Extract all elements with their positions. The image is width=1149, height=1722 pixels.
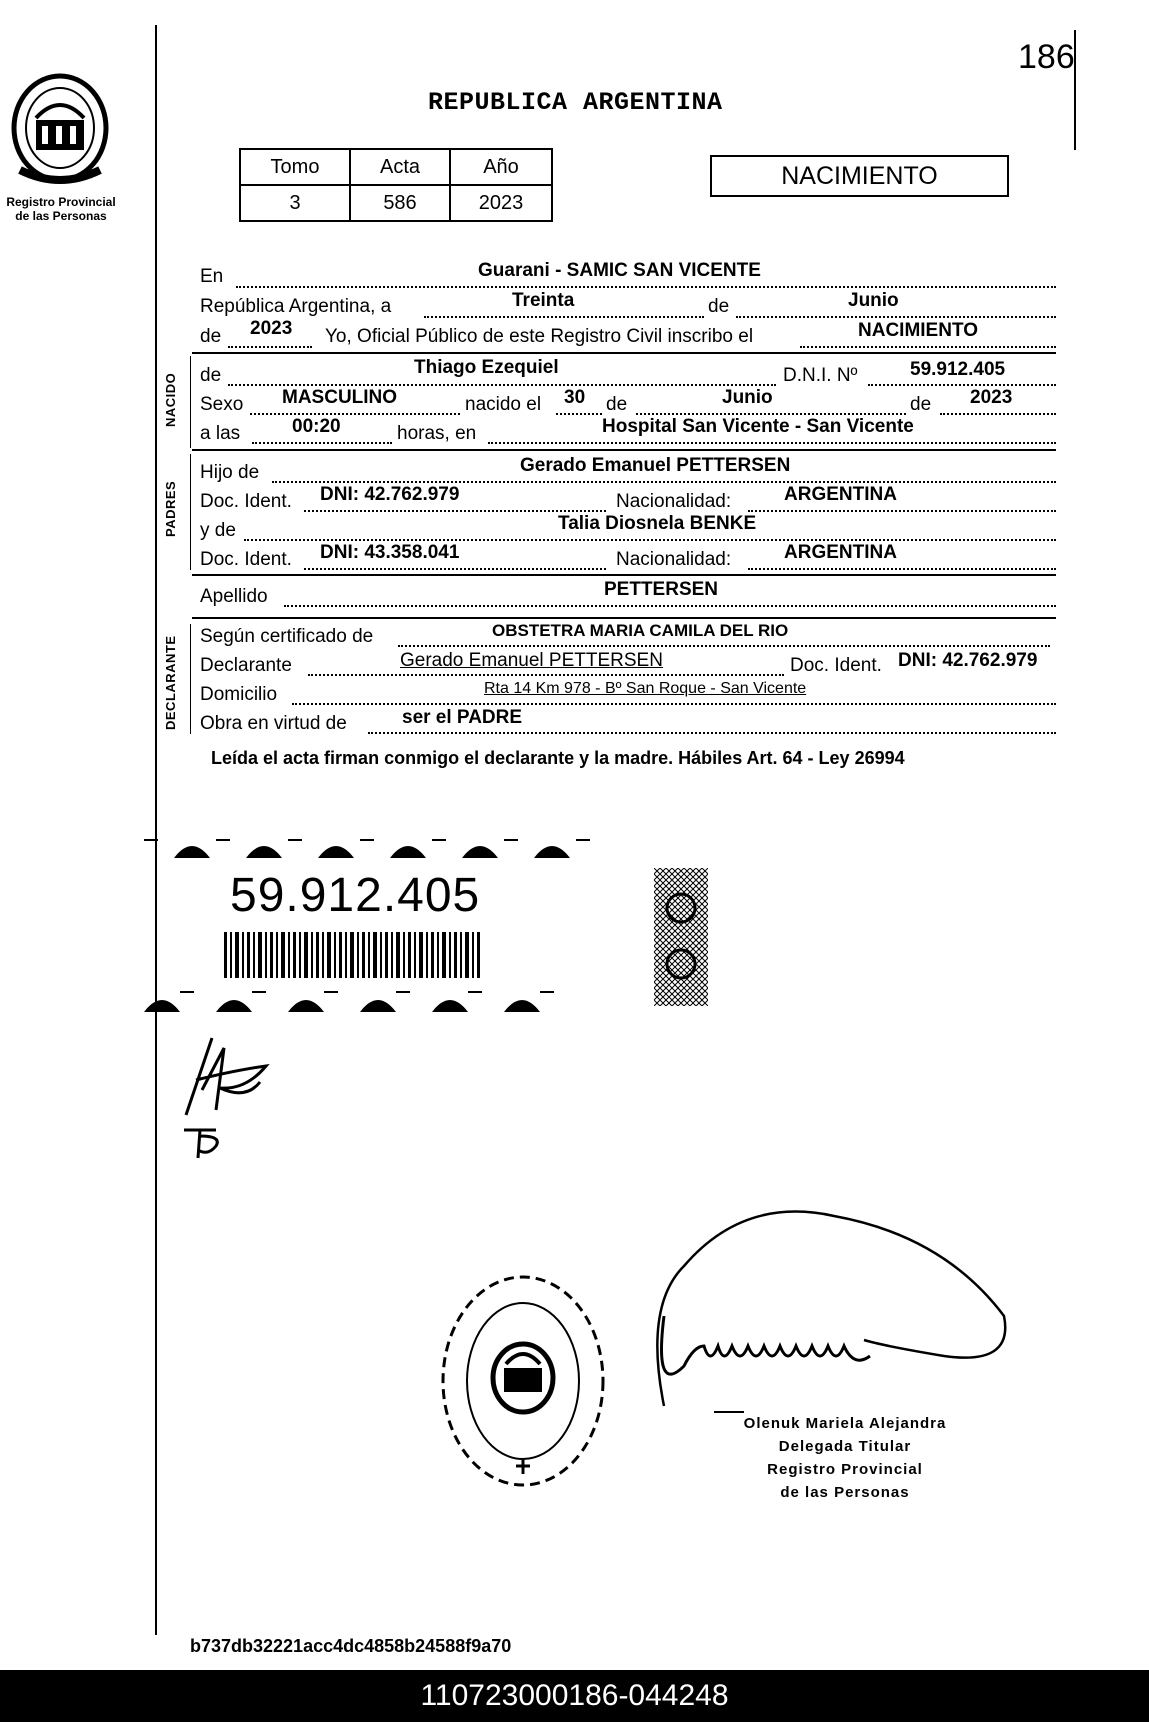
republica-label: República Argentina, a (200, 296, 392, 317)
nacido-section-label: NACIDO (163, 372, 178, 427)
document-title: REPUBLICA ARGENTINA (428, 88, 723, 117)
birth-year-value: 2023 (970, 387, 1013, 408)
security-hologram-icon (654, 868, 708, 1006)
declarante-label: Declarante (200, 655, 292, 676)
child-dni-value: 59.912.405 (910, 359, 1006, 380)
dotted-line (252, 442, 392, 444)
section-bracket (190, 454, 191, 570)
dotted-line (228, 346, 312, 348)
dotted-line (424, 316, 704, 318)
mother-nationality-value: ARGENTINA (784, 542, 897, 563)
dotted-line (236, 286, 1056, 288)
dotted-line (272, 481, 1056, 483)
section-divider (192, 617, 1056, 619)
nacionalidad-label: Nacionalidad: (616, 491, 732, 512)
dotted-line (250, 413, 460, 415)
dotted-line (304, 568, 606, 570)
dotted-line (940, 413, 1056, 415)
father-name-value: Gerado Emanuel PETTERSEN (520, 455, 791, 476)
event-value: NACIMIENTO (858, 320, 978, 341)
signature-caption (720, 1412, 970, 1504)
domicilio-label: Domicilio (200, 684, 278, 705)
registry-caption-line2: de las Personas (15, 209, 107, 223)
father-nationality-value: ARGENTINA (784, 484, 897, 505)
birth-day-value: 30 (564, 387, 586, 408)
mother-name-value: Talia Diosnela BENKE (558, 513, 757, 534)
section-bracket (190, 624, 191, 734)
provincial-seal-icon (6, 70, 114, 188)
domicilio-value: Rta 14 Km 978 - Bº San Roque - San Vicente (484, 680, 807, 697)
yde-label: y de (200, 520, 236, 541)
dotted-line (736, 316, 1056, 318)
place-value: Guarani - SAMIC SAN VICENTE (478, 260, 761, 281)
tomo-value: 3 (240, 185, 350, 221)
dotted-line (800, 346, 1056, 348)
official-signature-icon (624, 1196, 1014, 1418)
dotted-line (398, 645, 1050, 647)
closing-note: Leída el acta firman conmigo el declarante y la madre. Hábiles Art. 64 - Ley 26994 (211, 748, 905, 768)
nacido-el-label: nacido el (465, 394, 542, 415)
signer-role: Delegada Titular (778, 1438, 912, 1455)
dotted-line (748, 510, 1056, 512)
birth-place-value: Hospital San Vicente - San Vicente (602, 416, 914, 437)
declarante-doc-value: DNI: 42.762.979 (898, 650, 1038, 671)
dni-sticker-number: 59.912.405 (230, 869, 481, 922)
sexo-value: MASCULINO (282, 387, 398, 408)
child-name-value: Thiago Ezequiel (414, 357, 559, 378)
sticker-border-bottom-icon (144, 986, 590, 1014)
dotted-line (244, 539, 1056, 541)
signer-office-2: de las Personas (780, 1484, 910, 1501)
sticker-border-top-icon (144, 832, 590, 860)
certificado-value: OBSTETRA MARIA CAMILA DEL RIO (492, 621, 789, 640)
obra-label: Obra en virtud de (200, 713, 347, 734)
registry-caption (0, 195, 122, 223)
hijo-label: Hijo de (200, 462, 260, 483)
horas-label: horas, en (397, 423, 477, 444)
section-bracket (190, 356, 191, 448)
dotted-line (292, 703, 1056, 705)
dotted-line (868, 384, 1056, 386)
signer-name: Olenuk Mariela Alejandra (743, 1415, 947, 1432)
barcode-icon (224, 932, 480, 978)
de2-label: de (200, 326, 222, 347)
dotted-line (304, 510, 606, 512)
document-hash: b737db32221acc4dc4858b24588f9a70 (190, 1636, 512, 1656)
initials-signature-icon (176, 1030, 286, 1160)
obra-value: ser el PADRE (402, 707, 523, 728)
left-margin-line (155, 25, 157, 1635)
dotted-line (308, 674, 784, 676)
registry-caption-line1: Registro Provincial (6, 195, 116, 209)
dotted-line (284, 605, 1056, 607)
mother-doc-value: DNI: 43.358.041 (320, 542, 460, 563)
tomo-header: Tomo (240, 149, 350, 185)
doc-ident-label: Doc. Ident. (200, 491, 292, 512)
nacido-de2-label: de (606, 394, 628, 415)
page-number: 186 (1018, 38, 1075, 76)
signer-office: Registro Provincial (767, 1461, 923, 1478)
father-doc-value: DNI: 42.762.979 (320, 484, 460, 505)
oficial-text: Yo, Oficial Público de este Registro Civil inscribo el (325, 326, 754, 347)
official-round-seal-icon (438, 1270, 608, 1492)
en-label: En (200, 266, 224, 287)
dotted-line (636, 413, 906, 415)
month-value: Junio (848, 290, 899, 311)
certificado-label: Según certificado de (200, 626, 374, 647)
reference-table (239, 148, 553, 222)
nacido-de3-label: de (910, 394, 932, 415)
section-divider (192, 352, 1056, 354)
footer-code: 110723000186-044248 (0, 1670, 1149, 1722)
doc-ident-label: Doc. Ident. (200, 549, 292, 570)
apellido-label: Apellido (200, 586, 268, 607)
declarante-section-label: DECLARANTE (163, 635, 178, 730)
acta-value: 586 (350, 185, 450, 221)
acta-header: Acta (350, 149, 450, 185)
nacionalidad-label: Nacionalidad: (616, 549, 732, 570)
birth-month-value: Junio (722, 387, 773, 408)
alas-label: a las (200, 423, 241, 444)
anio-header: Año (450, 149, 552, 185)
nacido-de-label: de (200, 365, 222, 386)
record-type-box: NACIMIENTO (710, 155, 1009, 197)
section-divider (192, 449, 1056, 451)
dotted-line (368, 732, 1056, 734)
dotted-line (488, 442, 1056, 444)
de-label: de (708, 296, 730, 317)
birth-time-value: 00:20 (292, 416, 341, 437)
year-value: 2023 (250, 318, 293, 339)
day-value: Treinta (512, 290, 575, 311)
declarante-value: Gerado Emanuel PETTERSEN (400, 650, 663, 671)
padres-section-label: PADRES (163, 480, 178, 537)
anio-value: 2023 (450, 185, 552, 221)
sexo-label: Sexo (200, 394, 244, 415)
apellido-value: PETTERSEN (604, 579, 719, 600)
declarante-doc-label: Doc. Ident. (790, 655, 882, 676)
dni-label: D.N.I. Nº (783, 365, 858, 386)
dotted-line (556, 413, 602, 415)
dotted-line (748, 568, 1056, 570)
section-divider (192, 574, 1056, 576)
dotted-line (228, 384, 776, 386)
